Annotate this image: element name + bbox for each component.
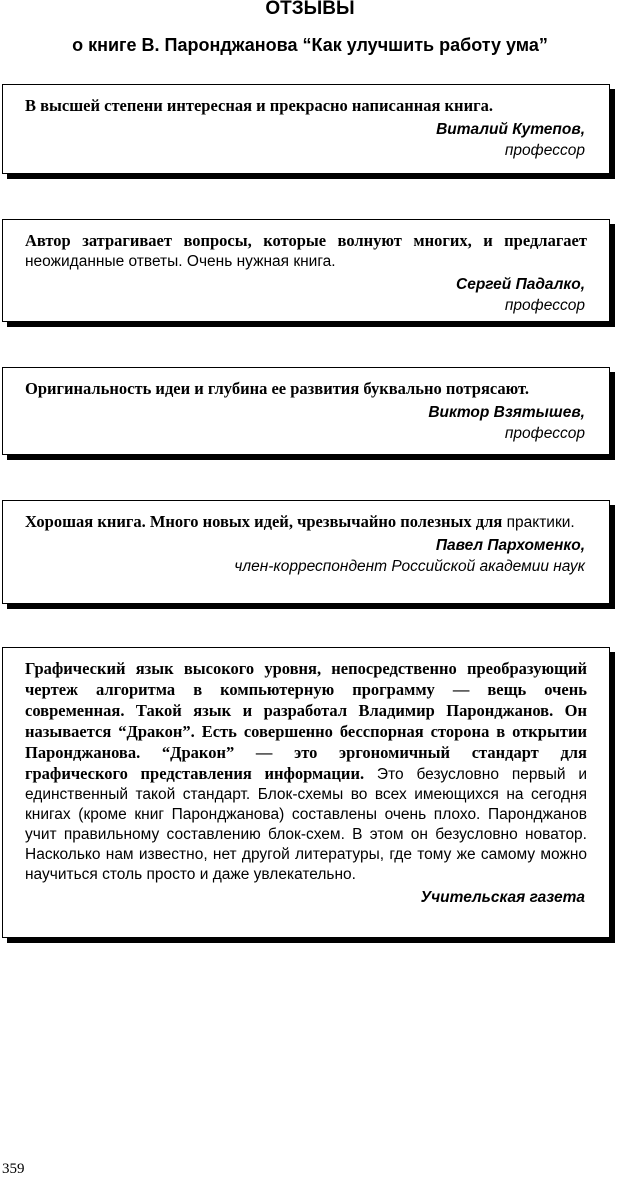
page-title: ОТЗЫВЫ — [265, 0, 355, 19]
review-text-regular: Это безусловно первый и единственный такой стандарт. Блок-схемы во всех имеющихся на сегодня книгах (кроме книг Паронджанова) составлены очень плохо. Паронджанов учит правильному составлению блок-схем. В этом он безусловно новатор. Насколько нам известно, нет другой литературы, где тому же самому можно научиться столь просто и даже увлекательно. — [25, 766, 587, 883]
review-text — [25, 231, 587, 272]
review-text-regular: практики. — [502, 514, 575, 531]
review-author: Сергей Падалко, — [456, 276, 585, 293]
review-card — [2, 367, 610, 455]
review-text — [25, 659, 587, 885]
review-text — [25, 96, 587, 117]
review-card — [2, 647, 610, 938]
page-number: 359 — [2, 1161, 25, 1177]
review-text — [25, 379, 587, 400]
page-subtitle: о книге В. Паронджанова “Как улучшить работу ума” — [72, 35, 548, 55]
review-author: Учительская газета — [420, 889, 585, 906]
review-author: Павел Пархоменко, — [435, 537, 585, 554]
review-author-role: профессор — [504, 297, 585, 314]
review-text-regular: неожиданные ответы. Очень нужная книга. — [25, 253, 336, 270]
review-card — [2, 219, 610, 322]
review-author: Виктор Взятышев, — [428, 404, 585, 421]
review-author: Виталий Кутепов, — [436, 121, 585, 138]
review-text-bold: В высшей степени интересная и прекрасно написанная книга. — [25, 96, 493, 115]
review-text-bold: Графический язык высокого уровня, непосредственно преобразующий чертеж алгоритма в компьютерную программу — вещь очень современная. Такой язык и разработал Владимир Паронджанов. Он называется “Дракон”. Есть совершенно бесспорная сторона в открытии Паронджанова. “Дракон” — это эргономичный стандарт для графического представления информации. — [25, 659, 587, 783]
review-author-role: профессор — [504, 142, 585, 159]
review-author-role: профессор — [504, 425, 585, 442]
review-author-role: член-корреспондент Российской академии наук — [234, 558, 585, 575]
review-card — [2, 84, 610, 174]
review-card — [2, 500, 610, 604]
review-text-bold: Оригинальность идеи и глубина ее развития буквально потрясают. — [25, 379, 530, 398]
review-text-bold: Автор затрагивает вопросы, которые волнуют многих, и предлагает — [25, 231, 587, 250]
review-text-bold: Хорошая книга. Много новых идей, чрезвычайно полезных для — [25, 512, 503, 531]
review-text — [25, 512, 587, 533]
